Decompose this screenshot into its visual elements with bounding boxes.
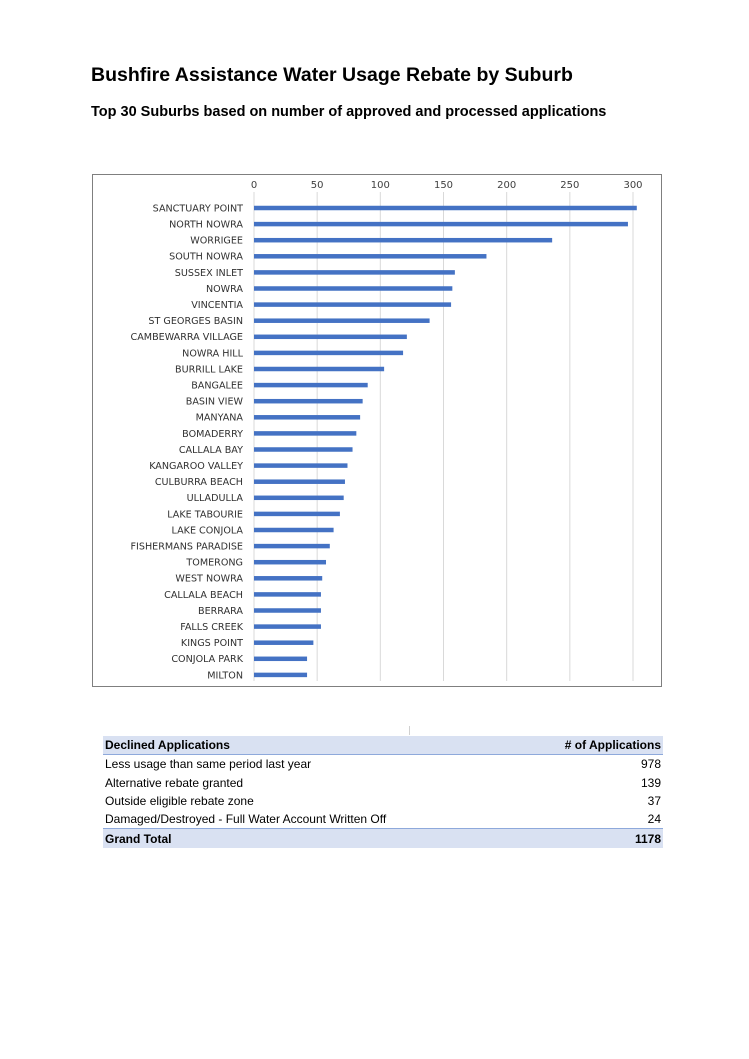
bar xyxy=(254,254,486,258)
category-label: BERRARA xyxy=(198,605,243,617)
bar xyxy=(254,206,637,211)
bar xyxy=(254,463,347,468)
bar xyxy=(254,383,368,388)
grand-total-value: 1178 xyxy=(517,829,663,848)
x-tick-label: 0 xyxy=(250,180,258,191)
grand-total-row xyxy=(103,829,663,848)
x-tick-label: 50 xyxy=(310,180,324,191)
bar xyxy=(254,592,321,597)
category-label: KANGAROO VALLEY xyxy=(149,461,243,472)
bar xyxy=(254,624,321,629)
bar xyxy=(254,512,340,517)
row-label: Damaged/Destroyed - Full Water Account Written Off xyxy=(105,812,387,827)
row-label: Outside eligible rebate zone xyxy=(105,794,254,809)
x-tick-label: 100 xyxy=(370,180,390,191)
bar xyxy=(254,335,407,340)
category-label: KINGS POINT xyxy=(180,638,243,650)
x-tick-label: 200 xyxy=(497,180,517,191)
category-label: BURRILL LAKE xyxy=(175,364,243,376)
header-declined-applications: Declined Applications xyxy=(103,736,517,755)
table-row xyxy=(103,755,663,774)
table-row xyxy=(103,774,663,792)
row-value: 24 xyxy=(647,812,661,827)
declined-applications-table xyxy=(103,736,663,848)
bar xyxy=(254,238,552,243)
row-value: 139 xyxy=(640,775,661,790)
category-label: LAKE CONJOLA xyxy=(171,525,243,537)
category-label: CULBURRA BEACH xyxy=(154,477,243,489)
category-label: BOMADERRY xyxy=(182,428,243,440)
category-label: ST GEORGES BASIN xyxy=(148,316,243,328)
category-label: MILTON xyxy=(207,670,243,682)
table-row xyxy=(103,810,663,829)
page-title: Bushfire Assistance Water Usage Rebate by Suburb xyxy=(91,64,573,86)
bar xyxy=(254,367,384,372)
header-num-applications: # of Applications xyxy=(517,736,663,755)
grand-total-label: Grand Total xyxy=(103,829,517,848)
bar xyxy=(254,560,326,565)
category-label: ULLADULLA xyxy=(186,493,243,505)
bar xyxy=(254,673,307,678)
bar xyxy=(254,222,628,227)
bar xyxy=(254,286,452,291)
bar xyxy=(254,640,313,645)
table-header-row xyxy=(103,736,663,755)
category-label: FISHERMANS PARADISE xyxy=(130,541,243,553)
category-label: CAMBEWARRA VILLAGE xyxy=(130,332,243,344)
category-label: FALLS CREEK xyxy=(180,622,243,633)
row-value: 978 xyxy=(640,757,661,772)
x-tick-label: 250 xyxy=(560,180,580,191)
category-label: MANYANA xyxy=(195,412,243,424)
bar xyxy=(254,415,360,420)
category-label: VINCENTIA xyxy=(191,300,243,311)
bar xyxy=(254,302,451,307)
bar xyxy=(254,544,330,549)
page-subtitle: Top 30 Suburbs based on number of approved and processed applications xyxy=(91,104,607,120)
bar xyxy=(254,496,344,501)
row-label: Less usage than same period last year xyxy=(105,757,312,772)
x-tick-label: 150 xyxy=(433,180,454,191)
category-label: NOWRA HILL xyxy=(182,348,243,360)
bar xyxy=(254,528,334,533)
category-label: CALLALA BEACH xyxy=(164,589,243,601)
bar xyxy=(254,608,321,613)
category-label: SUSSEX INLET xyxy=(174,267,243,279)
category-label: SOUTH NOWRA xyxy=(169,251,243,263)
category-label: BANGALEE xyxy=(191,380,243,392)
category-label: LAKE TABOURIE xyxy=(167,509,243,521)
category-label: CONJOLA PARK xyxy=(171,654,243,666)
bar xyxy=(254,576,322,581)
bar xyxy=(254,657,307,662)
row-label: Alternative rebate granted xyxy=(105,775,244,790)
category-label: SANCTUARY POINT xyxy=(152,203,243,215)
bar xyxy=(254,270,455,275)
suburb-bar-chart xyxy=(92,174,662,687)
category-label: NOWRA xyxy=(205,283,243,295)
table-row xyxy=(103,792,663,810)
category-label: WORRIGEE xyxy=(190,235,243,247)
bar xyxy=(254,447,353,452)
bar xyxy=(254,318,430,323)
bar xyxy=(254,479,345,484)
table-top-marker xyxy=(409,726,410,735)
row-value: 37 xyxy=(647,794,661,809)
bar xyxy=(254,399,363,404)
category-label: TOMERONG xyxy=(186,557,243,569)
category-label: NORTH NOWRA xyxy=(169,219,243,231)
x-tick-label: 300 xyxy=(623,180,643,191)
bar xyxy=(254,431,356,436)
category-label: WEST NOWRA xyxy=(175,573,243,585)
category-label: BASIN VIEW xyxy=(185,396,243,408)
bar xyxy=(254,351,403,356)
category-label: CALLALA BAY xyxy=(178,444,243,456)
